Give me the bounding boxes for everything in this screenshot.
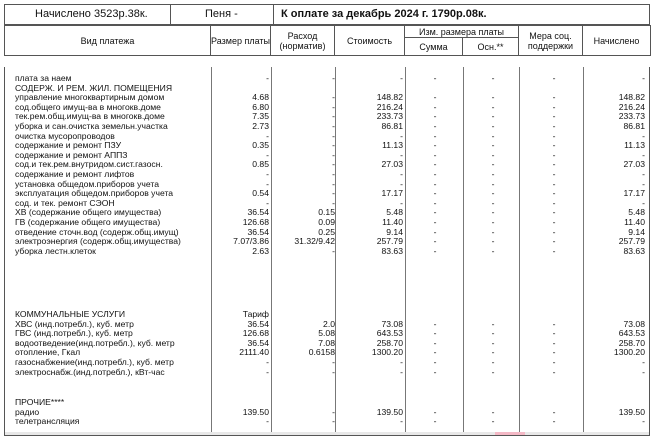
cell-cost: - <box>400 357 403 367</box>
cell-name: радио <box>15 406 40 417</box>
cell-cons: - <box>332 121 335 131</box>
cell-mera: - <box>552 197 556 208</box>
cell-cost: 11.13 <box>382 140 403 151</box>
cell-mera: - <box>552 337 556 348</box>
header-change: Изм. размера платы <box>405 26 519 38</box>
header-cost: Стоимость <box>335 26 405 56</box>
cell-mera: - <box>552 217 556 227</box>
cell-sum: - <box>433 357 437 367</box>
cell-cost: - <box>400 149 403 160</box>
header-accrued: Начислено <box>583 26 651 56</box>
cell-osn: - <box>491 73 495 83</box>
cell-rate: 126.68 <box>242 328 269 339</box>
cell-mera: - <box>552 207 556 218</box>
cell-osn: - <box>491 92 495 103</box>
cell-sum: - <box>433 236 437 247</box>
cell-osn: - <box>491 178 495 189</box>
cell-cost: - <box>400 366 403 377</box>
cell-name: содержание и ремонт АППЗ <box>15 149 128 160</box>
cell-cost: 17.17 <box>381 188 403 199</box>
cell-rate: 2111.40 <box>239 347 269 358</box>
cell-mera: - <box>552 236 556 247</box>
cell-mera: - <box>552 347 556 358</box>
cell-acc: - <box>642 178 645 189</box>
cell-cons: - <box>332 140 335 151</box>
header-support: Мера соц. поддержки <box>519 26 583 56</box>
cell-cost: 11.40 <box>382 217 403 227</box>
payment-document <box>4 4 650 436</box>
cell-osn: - <box>491 347 495 358</box>
cell-sum: - <box>433 328 437 339</box>
cell-mera: - <box>552 318 556 329</box>
cell-cost: 643.53 <box>376 328 403 339</box>
cell-cons: - <box>332 92 335 103</box>
cell-name: электроэнергия (содерж.общ.имущества) <box>15 236 181 247</box>
cell-rate: 36.54 <box>247 207 269 218</box>
cell-name: отведение сточн.вод (содерж.общ.имущ) <box>15 226 179 237</box>
cell-osn: - <box>491 226 495 237</box>
cell-acc: 11.40 <box>624 217 645 227</box>
cell-sum: - <box>433 318 437 329</box>
cell-osn: - <box>491 318 495 329</box>
cell-cost: - <box>400 197 403 208</box>
cell-osn: - <box>491 169 495 179</box>
cell-cost: 27.03 <box>381 159 403 170</box>
cell-sum: - <box>433 121 437 131</box>
cell-mera: - <box>552 149 556 160</box>
cell-cost: 5.48 <box>386 207 403 218</box>
cell-acc: 73.08 <box>623 318 645 329</box>
cell-osn: - <box>491 121 495 131</box>
cell-rate: 36.54 <box>247 318 269 329</box>
table-row <box>5 247 651 257</box>
cell-osn: - <box>491 149 495 160</box>
cell-cons: - <box>332 149 335 160</box>
cell-rate: 7.07/3.86 <box>233 236 269 247</box>
cell-cost: 258.70 <box>376 337 403 348</box>
cell-cons: - <box>332 245 335 256</box>
accrued-total: Начислено 3523р.38к. <box>35 8 148 20</box>
cell-rate: Тариф <box>242 309 269 319</box>
cell-name: уборка лестн.клеток <box>15 245 96 256</box>
cell-cons: 7.08 <box>318 337 335 348</box>
cell-acc: 257.79 <box>618 236 645 247</box>
cell-acc: - <box>642 197 645 208</box>
cell-sum: - <box>433 159 437 170</box>
cell-sum: - <box>433 188 437 199</box>
cell-acc: 86.81 <box>623 121 645 131</box>
cell-sum: - <box>433 226 437 237</box>
cell-sum: - <box>433 101 437 112</box>
cell-rate: 0.54 <box>252 188 269 199</box>
cell-name: содержание и ремонт лифтов <box>15 169 135 179</box>
cell-cost: 233.73 <box>376 111 403 122</box>
cell-osn: - <box>491 197 495 208</box>
cell-name: тек.рем.общ.имущ-ва в многокв.доме <box>15 111 165 122</box>
cell-cons: - <box>332 416 335 427</box>
cell-rate: 0.85 <box>252 159 269 170</box>
cell-acc: 1300.20 <box>613 347 645 358</box>
cell-rate: 2.73 <box>252 121 269 131</box>
cell-sum: - <box>433 149 437 160</box>
cell-cons: 0.15 <box>318 207 335 218</box>
cell-rate: 36.54 <box>247 226 269 237</box>
cell-osn: - <box>491 406 495 417</box>
cell-cost: 9.14 <box>386 226 403 237</box>
header-basis: Осн.** <box>463 38 519 56</box>
cell-sum: - <box>433 140 437 151</box>
cell-mera: - <box>552 111 556 122</box>
cell-mera: - <box>552 101 556 112</box>
cell-cost: 139.50 <box>376 406 403 417</box>
header-type: Вид платежа <box>5 26 211 56</box>
cell-cons: 2.0 <box>323 318 335 329</box>
cell-name: сод.и тек.рем.внутридом.сист.газосн. <box>15 159 163 170</box>
cell-cost: - <box>400 178 403 189</box>
cell-rate: - <box>266 197 269 208</box>
cell-acc: 9.14 <box>628 226 645 237</box>
cell-cons: - <box>332 111 335 122</box>
cell-osn: - <box>491 101 495 112</box>
cell-sum: - <box>433 178 437 189</box>
cell-osn: - <box>491 140 495 151</box>
cell-acc: - <box>642 73 645 83</box>
cell-cost: 83.63 <box>381 245 403 256</box>
cell-cons: - <box>332 73 335 83</box>
cell-name: плата за наем <box>15 73 72 83</box>
cell-name: ХВС (инд.потребл.), куб. метр <box>15 318 134 329</box>
cell-cost: - <box>400 416 403 427</box>
cell-cost: 73.08 <box>381 318 403 329</box>
header-rate: Размер платы <box>211 26 271 56</box>
cell-name: КОММУНАЛЬНЫЕ УСЛУГИ <box>15 309 126 319</box>
cell-cons: - <box>332 130 335 141</box>
cell-sum: - <box>433 406 437 417</box>
cell-osn: - <box>491 337 495 348</box>
cell-mera: - <box>552 245 556 256</box>
cell-rate: 36.54 <box>247 337 269 348</box>
cell-name: ГВ (содержание общего имущества) <box>15 217 161 227</box>
cell-rate: - <box>266 73 269 83</box>
cell-rate: 139.50 <box>242 406 269 417</box>
cell-acc: 148.82 <box>618 92 645 103</box>
cell-cost: 86.81 <box>381 121 403 131</box>
cell-mera: - <box>552 73 556 83</box>
cell-mera: - <box>552 140 556 151</box>
cell-acc: 643.53 <box>618 328 645 339</box>
cell-name: водоотведение(инд.потребл.), куб. метр <box>15 337 175 348</box>
cell-acc: - <box>642 149 645 160</box>
cell-cons: - <box>332 178 335 189</box>
cell-cons: 0.6158 <box>308 347 335 358</box>
cell-mera: - <box>552 188 556 199</box>
cell-sum: - <box>433 111 437 122</box>
cell-cons: 0.25 <box>318 226 335 237</box>
cell-rate: - <box>266 357 269 367</box>
cell-name: отопление, Гкал <box>15 347 81 358</box>
cell-sum: - <box>433 337 437 348</box>
cell-sum: - <box>433 207 437 218</box>
cell-osn: - <box>491 236 495 247</box>
amount-due: К оплате за декабрь 2024 г. 1790р.08к. <box>281 8 487 20</box>
cell-acc: 27.03 <box>623 159 645 170</box>
cell-rate: 4.68 <box>252 92 269 103</box>
cell-rate: - <box>266 366 269 377</box>
cell-acc: 83.63 <box>623 245 645 256</box>
cell-name: ХВ (содержание общего имущества) <box>15 207 162 218</box>
cell-mera: - <box>552 366 556 377</box>
cell-osn: - <box>491 245 495 256</box>
cell-name: установка общедом.приборов учета <box>15 178 160 189</box>
cell-sum: - <box>433 245 437 256</box>
cell-rate: 2.63 <box>252 245 269 256</box>
cell-mera: - <box>552 357 556 367</box>
cell-osn: - <box>491 416 495 427</box>
cell-acc: - <box>642 169 645 179</box>
cell-cost: 1300.20 <box>371 347 403 358</box>
cell-rate: 6.80 <box>252 101 269 112</box>
cell-mera: - <box>552 406 556 417</box>
cell-cost: 257.79 <box>376 236 403 247</box>
cell-acc: 11.13 <box>624 140 645 151</box>
cell-acc: 5.48 <box>628 207 645 218</box>
cell-rate: 0.35 <box>252 140 269 151</box>
cell-name: ГВС (инд.потребл.), куб. метр <box>15 328 133 339</box>
cell-sum: - <box>433 416 437 427</box>
cell-cons: - <box>332 197 335 208</box>
cell-cost: - <box>400 130 403 141</box>
cell-name: сод.общего имущ-ва в многокв.доме <box>15 101 161 112</box>
cell-osn: - <box>491 357 495 367</box>
cell-rate: 7.35 <box>252 111 269 122</box>
cell-rate: - <box>266 178 269 189</box>
cell-name: СОДЕРЖ. И РЕМ. ЖИЛ. ПОМЕЩЕНИЯ <box>15 82 173 93</box>
cell-rate: - <box>266 416 269 427</box>
cell-sum: - <box>433 366 437 377</box>
header-consumption: Расход (норматив) <box>271 26 335 56</box>
cell-mera: - <box>552 328 556 339</box>
cell-mera: - <box>552 159 556 170</box>
cell-osn: - <box>491 366 495 377</box>
table-body <box>4 67 650 436</box>
cell-cost: 148.82 <box>376 92 403 103</box>
cell-osn: - <box>491 188 495 199</box>
table-row <box>5 417 651 427</box>
cell-rate: - <box>266 169 269 179</box>
cell-mera: - <box>552 130 556 141</box>
cell-acc: - <box>642 130 645 141</box>
cell-mera: - <box>552 178 556 189</box>
cell-rate: - <box>266 149 269 160</box>
cell-rate: 126.68 <box>242 217 269 227</box>
cell-sum: - <box>433 130 437 141</box>
cell-cost: - <box>400 169 403 179</box>
cell-cons: - <box>332 169 335 179</box>
cell-acc: 258.70 <box>618 337 645 348</box>
cell-acc: 139.50 <box>618 406 645 417</box>
cell-cons: - <box>332 406 335 417</box>
cell-cons: 0.09 <box>318 217 335 227</box>
cell-cons: - <box>332 357 335 367</box>
cell-acc: 17.17 <box>623 188 645 199</box>
cell-cons: 31.32/9.42 <box>294 236 335 247</box>
cell-sum: - <box>433 73 437 83</box>
cell-mera: - <box>552 226 556 237</box>
cell-osn: - <box>491 159 495 170</box>
cell-osn: - <box>491 111 495 122</box>
cell-cost: - <box>400 73 403 83</box>
cell-cons: 5.08 <box>318 328 335 339</box>
cell-cost: 216.24 <box>376 101 403 112</box>
cell-name: содержание и ремонт ПЗУ <box>15 140 122 151</box>
cell-osn: - <box>491 217 495 227</box>
cell-cons: - <box>332 159 335 170</box>
table-header <box>4 25 651 56</box>
cell-name: сод. и тек. ремонт СЭОН <box>15 197 115 208</box>
cell-cons: - <box>332 366 335 377</box>
cell-sum: - <box>433 169 437 179</box>
cell-name: эксплуатация общедом.приборов учета <box>15 188 174 199</box>
cell-name: уборка и сан.очистка земельн.участка <box>15 121 168 131</box>
penalty: Пеня - <box>205 8 238 20</box>
cell-sum: - <box>433 347 437 358</box>
cell-name: управление многоквартирным домом <box>15 92 165 103</box>
cell-rate: - <box>266 130 269 141</box>
cell-acc: 233.73 <box>618 111 645 122</box>
cell-mera: - <box>552 169 556 179</box>
cell-osn: - <box>491 328 495 339</box>
header-sum: Сумма <box>405 38 463 56</box>
cell-name: телетрансляция <box>15 416 80 427</box>
cell-name: очистка мусоропроводов <box>15 130 115 141</box>
cell-acc: 216.24 <box>618 101 645 112</box>
cell-sum: - <box>433 197 437 208</box>
cell-acc: - <box>642 357 645 367</box>
cell-osn: - <box>491 130 495 141</box>
cell-name: ПРОЧИЕ**** <box>15 397 65 407</box>
cell-name: электроснабж.(инд.потребл.), кВт-час <box>15 366 165 377</box>
table-row <box>5 368 651 378</box>
cell-mera: - <box>552 416 556 427</box>
cell-acc: - <box>642 416 645 427</box>
cell-mera: - <box>552 121 556 131</box>
cell-osn: - <box>491 207 495 218</box>
cell-sum: - <box>433 217 437 227</box>
cell-cons: - <box>332 101 335 112</box>
cell-name: газоснабжение(инд.потребл.), куб. метр <box>15 357 174 367</box>
cell-cons: - <box>332 188 335 199</box>
cell-mera: - <box>552 92 556 103</box>
summary-bar <box>4 4 650 25</box>
cell-sum: - <box>433 92 437 103</box>
cell-acc: - <box>642 366 645 377</box>
